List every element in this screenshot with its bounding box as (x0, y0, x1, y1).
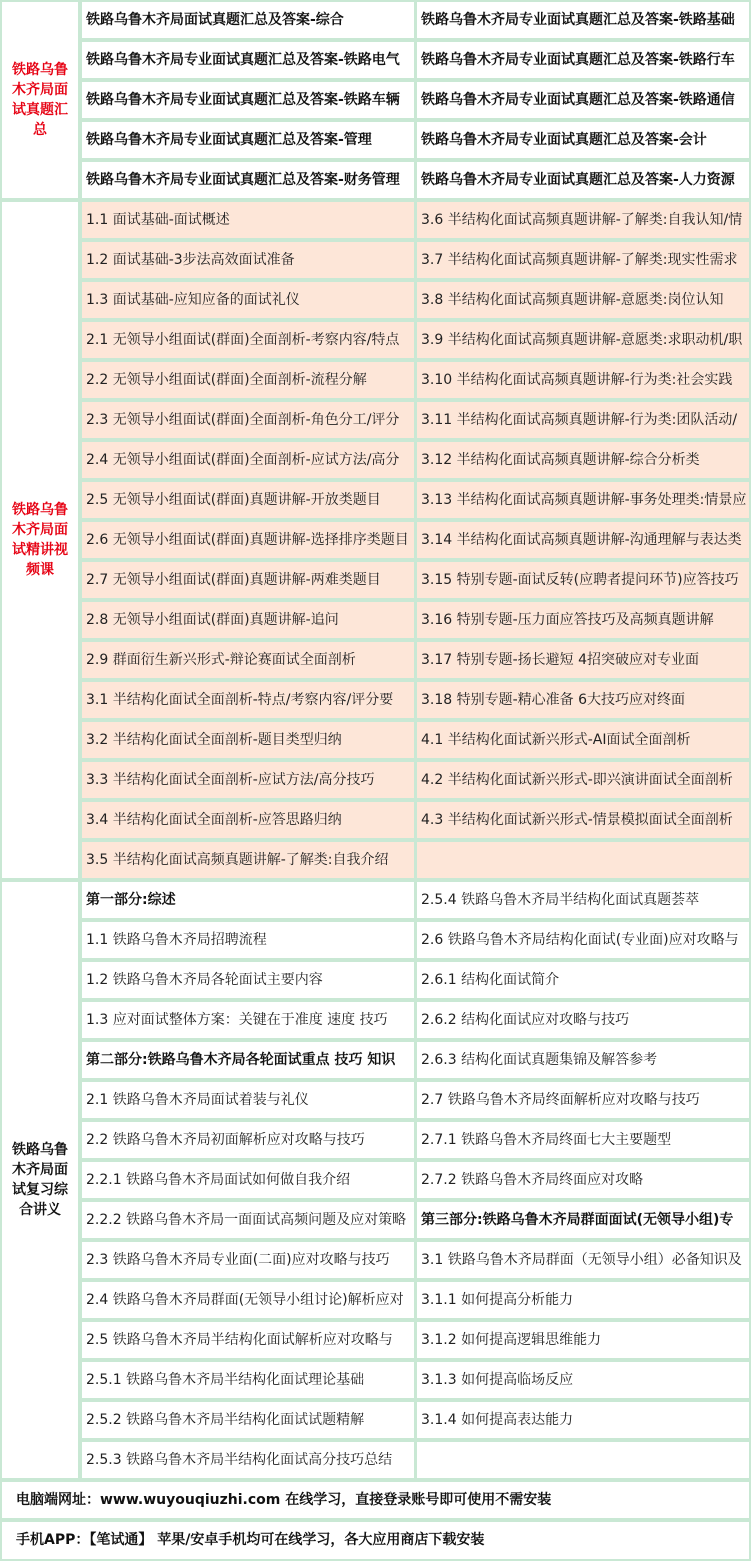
list-item[interactable]: 铁路乌鲁木齐局专业面试真题汇总及答案-铁路车辆 (80, 80, 416, 120)
list-item[interactable]: 2.7.1 铁路乌鲁木齐局终面七大主要题型 (415, 1120, 751, 1160)
list-item[interactable]: 第二部分:铁路乌鲁木齐局各轮面试重点 技巧 知识 (80, 1040, 416, 1080)
list-item[interactable]: 3.13 半结构化面试高频真题讲解-事务处理类:情景应 (415, 480, 751, 520)
list-item[interactable]: 1.3 面试基础-应知应备的面试礼仪 (80, 280, 416, 320)
list-item[interactable]: 4.1 半结构化面试新兴形式-AI面试全面剖析 (415, 720, 751, 760)
list-item[interactable]: 1.2 铁路乌鲁木齐局各轮面试主要内容 (80, 960, 416, 1000)
list-item[interactable]: 2.4 无领导小组面试(群面)全面剖析-应试方法/高分 (80, 440, 416, 480)
list-item[interactable]: 3.1.3 如何提高临场反应 (415, 1360, 751, 1400)
list-item[interactable]: 2.6 无领导小组面试(群面)真题讲解-选择排序类题目 (80, 520, 416, 560)
section-title-video: 铁路乌鲁木齐局面试精讲视频课 (0, 200, 80, 880)
list-item[interactable]: 1.2 面试基础-3步法高效面试准备 (80, 240, 416, 280)
list-item[interactable]: 3.16 特别专题-压力面应答技巧及高频真题讲解 (415, 600, 751, 640)
list-item[interactable]: 2.5 铁路乌鲁木齐局半结构化面试解析应对攻略与 (80, 1320, 416, 1360)
list-item[interactable]: 2.1 无领导小组面试(群面)全面剖析-考察内容/特点 (80, 320, 416, 360)
list-item[interactable]: 3.10 半结构化面试高频真题讲解-行为类:社会实践 (415, 360, 751, 400)
list-item[interactable]: 铁路乌鲁木齐局专业面试真题汇总及答案-铁路电气 (80, 40, 416, 80)
section-title-notes: 铁路乌鲁木齐局面试复习综合讲义 (0, 880, 80, 1480)
list-item[interactable]: 1.1 铁路乌鲁木齐局招聘流程 (80, 920, 416, 960)
list-item[interactable]: 3.6 半结构化面试高频真题讲解-了解类:自我认知/情 (415, 200, 751, 240)
list-item[interactable]: 2.7 铁路乌鲁木齐局终面解析应对攻略与技巧 (415, 1080, 751, 1120)
section-video-course (0, 200, 751, 880)
list-item[interactable]: 3.1.2 如何提高逻辑思维能力 (415, 1320, 751, 1360)
list-item[interactable]: 3.17 特别专题-扬长避短 4招突破应对专业面 (415, 640, 751, 680)
list-item[interactable]: 2.5 无领导小组面试(群面)真题讲解-开放类题目 (80, 480, 416, 520)
footer-app-info: 手机APP：【笔试通】 苹果/安卓手机均可在线学习，各大应用商店下载安装 (0, 1520, 751, 1561)
list-item[interactable]: 铁路乌鲁木齐局专业面试真题汇总及答案-铁路通信 (415, 80, 751, 120)
list-item[interactable]: 3.5 半结构化面试高频真题讲解-了解类:自我介绍 (80, 840, 416, 880)
footer-pc-url[interactable]: 电脑端网址：www.wuyouqiuzhi.com 在线学习，直接登录账号即可使用不需安装 (0, 1480, 751, 1520)
list-item[interactable]: 2.7.2 铁路乌鲁木齐局终面应对攻略 (415, 1160, 751, 1200)
list-item[interactable]: 3.11 半结构化面试高频真题讲解-行为类:团队活动/ (415, 400, 751, 440)
list-item[interactable]: 2.5.1 铁路乌鲁木齐局半结构化面试理论基础 (80, 1360, 416, 1400)
list-item[interactable]: 3.12 半结构化面试高频真题讲解-综合分析类 (415, 440, 751, 480)
list-item[interactable]: 2.3 铁路乌鲁木齐局专业面(二面)应对攻略与技巧 (80, 1240, 416, 1280)
list-item[interactable]: 2.2 铁路乌鲁木齐局初面解析应对攻略与技巧 (80, 1120, 416, 1160)
list-item[interactable]: 铁路乌鲁木齐局专业面试真题汇总及答案-管理 (80, 120, 416, 160)
list-item[interactable]: 2.7 无领导小组面试(群面)真题讲解-两难类题目 (80, 560, 416, 600)
list-item[interactable]: 2.2 无领导小组面试(群面)全面剖析-流程分解 (80, 360, 416, 400)
empty-cell (415, 1440, 751, 1480)
list-item[interactable]: 2.5.3 铁路乌鲁木齐局半结构化面试高分技巧总结 (80, 1440, 416, 1480)
list-item[interactable]: 铁路乌鲁木齐局专业面试真题汇总及答案-财务管理 (80, 160, 416, 200)
list-item[interactable]: 2.1 铁路乌鲁木齐局面试着装与礼仪 (80, 1080, 416, 1120)
list-item[interactable]: 铁路乌鲁木齐局专业面试真题汇总及答案-铁路基础 (415, 0, 751, 40)
list-item[interactable]: 3.1.1 如何提高分析能力 (415, 1280, 751, 1320)
list-item[interactable]: 1.1 面试基础-面试概述 (80, 200, 416, 240)
list-item[interactable]: 3.9 半结构化面试高频真题讲解-意愿类:求职动机/职 (415, 320, 751, 360)
list-item[interactable]: 3.14 半结构化面试高频真题讲解-沟通理解与表达类 (415, 520, 751, 560)
list-item[interactable]: 2.5.2 铁路乌鲁木齐局半结构化面试试题精解 (80, 1400, 416, 1440)
list-item[interactable]: 第三部分:铁路乌鲁木齐局群面面试(无领导小组)专 (415, 1200, 751, 1240)
list-item[interactable]: 3.2 半结构化面试全面剖析-题目类型归纳 (80, 720, 416, 760)
list-item[interactable]: 2.6.1 结构化面试简介 (415, 960, 751, 1000)
list-item[interactable]: 3.1.4 如何提高表达能力 (415, 1400, 751, 1440)
list-item[interactable]: 3.1 铁路乌鲁木齐局群面（无领导小组）必备知识及 (415, 1240, 751, 1280)
list-item[interactable]: 2.2.1 铁路乌鲁木齐局面试如何做自我介绍 (80, 1160, 416, 1200)
list-item[interactable]: 3.15 特别专题-面试反转(应聘者提问环节)应答技巧 (415, 560, 751, 600)
list-item[interactable]: 3.4 半结构化面试全面剖析-应答思路归纳 (80, 800, 416, 840)
list-item[interactable]: 2.5.4 铁路乌鲁木齐局半结构化面试真题荟萃 (415, 880, 751, 920)
list-item[interactable]: 铁路乌鲁木齐局面试真题汇总及答案-综合 (80, 0, 416, 40)
list-item[interactable]: 2.6.2 结构化面试应对攻略与技巧 (415, 1000, 751, 1040)
list-item[interactable]: 2.6.3 结构化面试真题集锦及解答参考 (415, 1040, 751, 1080)
section-title-questions: 铁路乌鲁木齐局面试真题汇总 (0, 0, 80, 200)
list-item[interactable]: 铁路乌鲁木齐局专业面试真题汇总及答案-铁路行车 (415, 40, 751, 80)
list-item[interactable]: 4.3 半结构化面试新兴形式-情景模拟面试全面剖析 (415, 800, 751, 840)
list-item[interactable]: 3.7 半结构化面试高频真题讲解-了解类:现实性需求 (415, 240, 751, 280)
empty-cell (415, 840, 751, 880)
list-item[interactable]: 4.2 半结构化面试新兴形式-即兴演讲面试全面剖析 (415, 760, 751, 800)
list-item[interactable]: 2.6 铁路乌鲁木齐局结构化面试(专业面)应对攻略与 (415, 920, 751, 960)
list-item[interactable]: 2.4 铁路乌鲁木齐局群面(无领导小组讨论)解析应对 (80, 1280, 416, 1320)
list-item[interactable]: 2.8 无领导小组面试(群面)真题讲解-追问 (80, 600, 416, 640)
list-item[interactable]: 2.2.2 铁路乌鲁木齐局一面面试高频问题及应对策略 (80, 1200, 416, 1240)
section-review-notes (0, 880, 751, 1480)
list-item[interactable]: 1.3 应对面试整体方案：关键在于准度 速度 技巧 (80, 1000, 416, 1040)
list-item[interactable]: 2.9 群面衍生新兴形式-辩论赛面试全面剖析 (80, 640, 416, 680)
list-item[interactable]: 铁路乌鲁木齐局专业面试真题汇总及答案-会计 (415, 120, 751, 160)
list-item[interactable]: 3.1 半结构化面试全面剖析-特点/考察内容/评分要 (80, 680, 416, 720)
list-item[interactable]: 第一部分:综述 (80, 880, 416, 920)
section-interview-questions (0, 0, 751, 200)
list-item[interactable]: 2.3 无领导小组面试(群面)全面剖析-角色分工/评分 (80, 400, 416, 440)
list-item[interactable]: 3.18 特别专题-精心准备 6大技巧应对终面 (415, 680, 751, 720)
list-item[interactable]: 铁路乌鲁木齐局专业面试真题汇总及答案-人力资源 (415, 160, 751, 200)
list-item[interactable]: 3.8 半结构化面试高频真题讲解-意愿类:岗位认知 (415, 280, 751, 320)
list-item[interactable]: 3.3 半结构化面试全面剖析-应试方法/高分技巧 (80, 760, 416, 800)
